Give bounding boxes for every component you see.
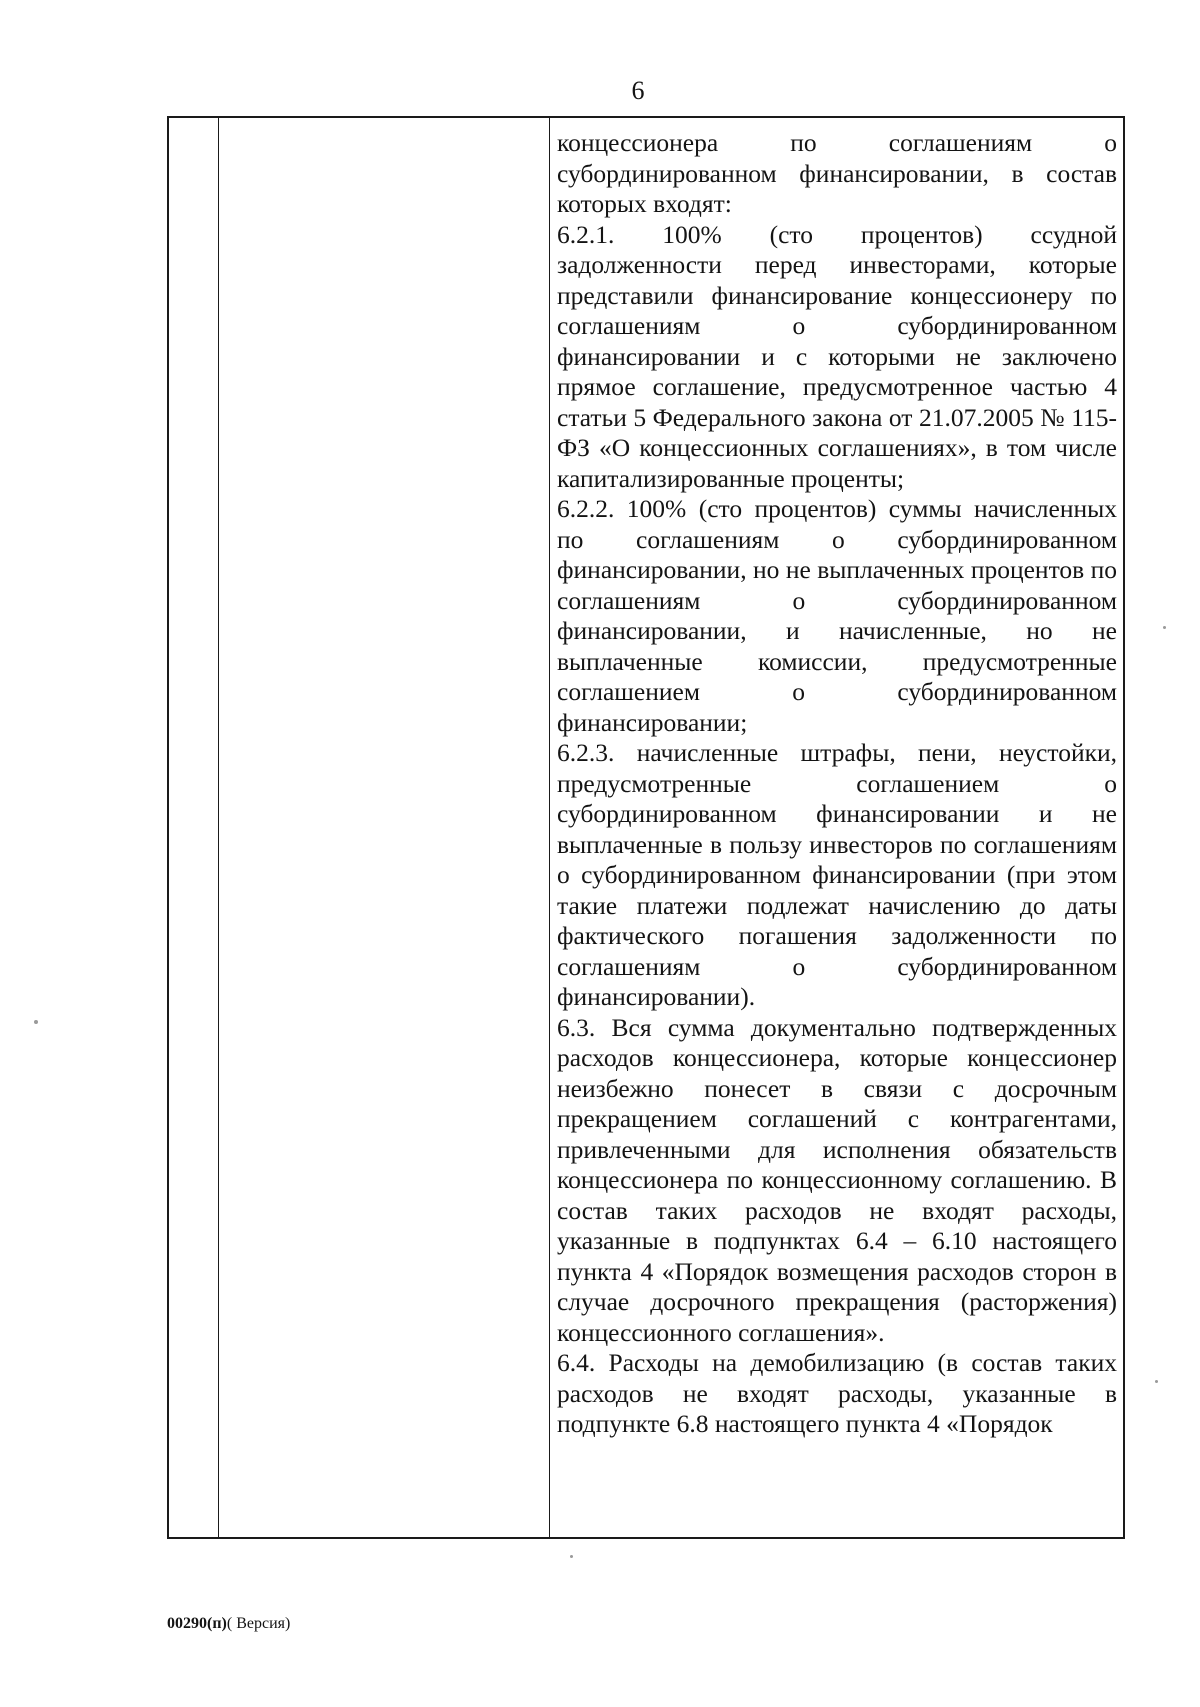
footer-code: 00290(п) — [167, 1615, 227, 1632]
document-table — [167, 116, 1125, 1539]
footer-document-code — [167, 1614, 290, 1634]
scan-speck — [34, 1020, 38, 1024]
content-paragraph: 6.3. Вся сумма документально подтвержденных расходов концессионера, которые концессионер неизбежно понесет в связи с досрочным прекращением соглашений с контрагентами, привлеченными для исполнения обязательств концессионера по концессионному соглашению. В состав таких расходов не входят расходы, указанные в подпунктах 6.4 – 6.10 настоящего пункта 4 «Порядок возмещения расходов сторон в случае досрочного прекращения (расторжения) концессионного соглашения». — [557, 1012, 1117, 1347]
footer-version: ( Версия) — [226, 1615, 291, 1632]
content-paragraph: 6.4. Расходы на демобилизацию (в состав таких расходов не входят расходы, указанные в подпункте 6.8 настоящего пункта 4 «Порядок — [557, 1348, 1117, 1438]
table-column-content — [550, 118, 1123, 1537]
content-paragraph: концессионера по соглашениям о субординированном финансировании, в состав которых входят: — [557, 128, 1117, 218]
content-paragraph: 6.2.3. начисленные штрафы, пени, неустойки, предусмотренные соглашением о субординированном финансировании и не выплаченные в пользу инвесторов по соглашениям о субординированном финансировании (при этом такие платежи подлежат начислению до даты фактического погашения задолженности по соглашениям о субординированном финансировании). — [557, 738, 1117, 1011]
page-number: 6 — [631, 76, 645, 105]
table-column-name — [219, 118, 550, 1537]
scan-speck — [1155, 1380, 1158, 1383]
table-column-number — [169, 118, 219, 1537]
scan-speck — [1163, 626, 1166, 629]
content-paragraph: 6.2.2. 100% (сто процентов) суммы начисленных по соглашениям о субординированном финансировании, но не выплаченных процентов по соглашениям о субординированном финансировании, и начисленные, но не выплаченные комиссии, предусмотренные соглашением о субординированном финансировании; — [557, 494, 1117, 737]
scan-speck — [570, 1555, 573, 1558]
content-paragraph: 6.2.1. 100% (сто процентов) ссудной задолженности перед инвесторами, которые представили финансирование концессионеру по соглашениям о субординированном финансировании и с которыми не заключено прямое соглашение, предусмотренное частью 4 статьи 5 Федерального закона от 21.07.2005 № 115-ФЗ «О концессионных соглашениях», в том числе капитализированные проценты; — [557, 219, 1117, 493]
